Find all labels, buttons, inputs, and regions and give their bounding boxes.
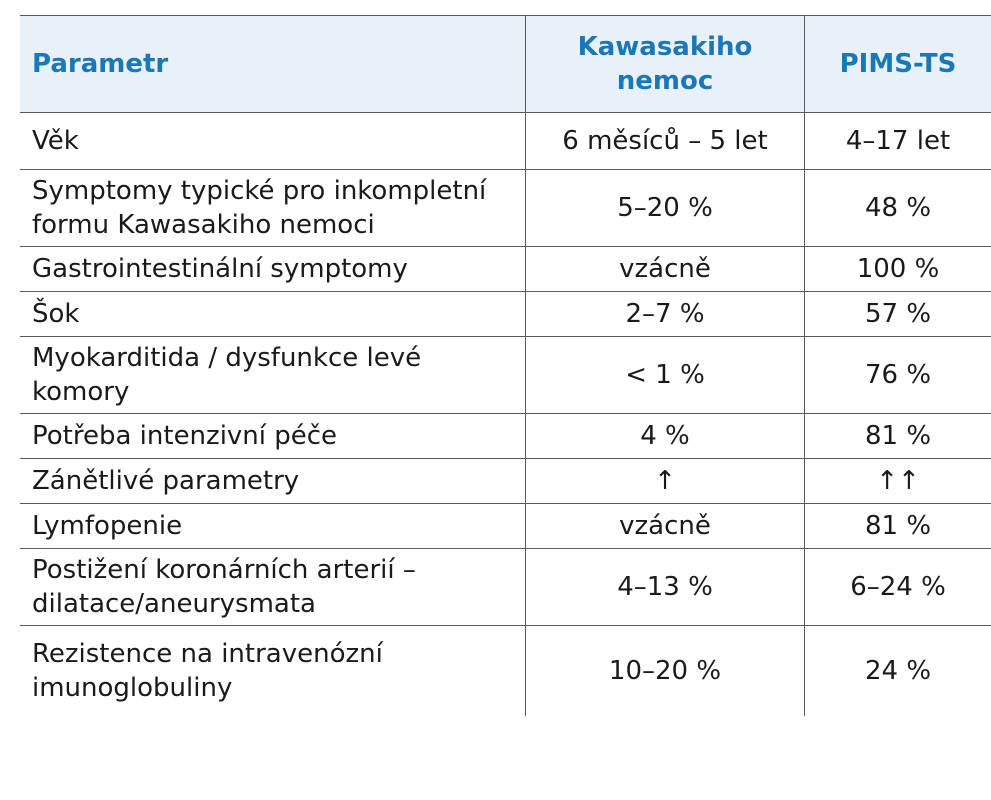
kawasaki-cell: 4 % — [526, 414, 805, 459]
parameter-cell: Věk — [20, 113, 526, 170]
parameter-cell: Symptomy typické pro inkompletní formu Kawasakiho nemoci — [20, 170, 526, 247]
kawasaki-cell: 4–13 % — [526, 549, 805, 626]
parameter-cell: Rezistence na intravenózní imunoglobuliny — [20, 626, 526, 717]
table-row — [20, 626, 991, 717]
kawasaki-cell: 5–20 % — [526, 170, 805, 247]
table-row — [20, 292, 991, 337]
kawasaki-cell: vzácně — [526, 504, 805, 549]
pims-ts-cell: 48 % — [805, 170, 991, 247]
parameter-cell: Lymfopenie — [20, 504, 526, 549]
pims-ts-cell: 57 % — [805, 292, 991, 337]
parameter-cell: Postižení koronárních arterií – dilatace/aneurysmata — [20, 549, 526, 626]
kawasaki-cell: < 1 % — [526, 337, 805, 414]
table-row — [20, 504, 991, 549]
pims-ts-cell: 4–17 let — [805, 113, 991, 170]
pims-ts-cell: 24 % — [805, 626, 991, 717]
column-header-parameter: Parametr — [20, 16, 526, 113]
table-row — [20, 113, 991, 170]
kawasaki-cell: ↑ — [526, 459, 805, 504]
pims-ts-cell: 100 % — [805, 247, 991, 292]
pims-ts-cell: 81 % — [805, 504, 991, 549]
column-header-kawasaki: Kawasakiho nemoc — [526, 16, 805, 113]
kawasaki-cell: 10–20 % — [526, 626, 805, 717]
parameter-cell: Myokarditida / dysfunkce levé komory — [20, 337, 526, 414]
parameter-cell: Potřeba intenzivní péče — [20, 414, 526, 459]
table-row — [20, 414, 991, 459]
kawasaki-cell: 2–7 % — [526, 292, 805, 337]
table-row — [20, 549, 991, 626]
pims-ts-cell: ↑↑ — [805, 459, 991, 504]
pims-ts-cell: 6–24 % — [805, 549, 991, 626]
table-row — [20, 337, 991, 414]
kawasaki-cell: vzácně — [526, 247, 805, 292]
table-row — [20, 459, 991, 504]
parameter-cell: Gastrointestinální symptomy — [20, 247, 526, 292]
parameter-cell: Šok — [20, 292, 526, 337]
comparison-table — [20, 15, 991, 716]
column-header-pims-ts: PIMS-TS — [805, 16, 991, 113]
pims-ts-cell: 81 % — [805, 414, 991, 459]
pims-ts-cell: 76 % — [805, 337, 991, 414]
kawasaki-cell: 6 měsíců – 5 let — [526, 113, 805, 170]
table-header-row — [20, 16, 991, 113]
parameter-cell: Zánětlivé parametry — [20, 459, 526, 504]
table-row — [20, 247, 991, 292]
table-row — [20, 170, 991, 247]
